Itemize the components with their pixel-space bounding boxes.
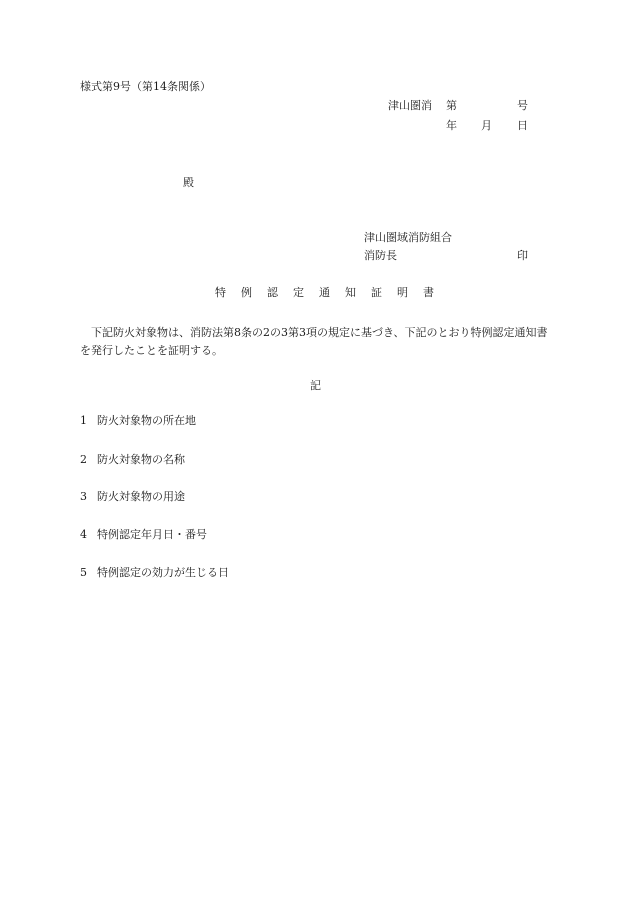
sender-title: 消防長: [364, 249, 397, 262]
date-year: 年: [446, 119, 457, 132]
title-char: 書: [423, 286, 434, 299]
ki-heading: 記: [310, 379, 321, 392]
item-label: 防火対象物の用途: [97, 490, 185, 503]
sender-organization: 津山圏域消防組合: [364, 231, 452, 244]
title-char: 明: [397, 286, 408, 299]
title-char: 認: [267, 286, 278, 299]
title-char: 定: [293, 286, 304, 299]
body-text: 下記防火対象物は、消防法第8条の2の3第3項の規定に基づき、下記のとおり特例認定通知書を発行したことを証明する。: [80, 326, 548, 357]
addressee-suffix: 殿: [183, 176, 194, 189]
title-char: 証: [371, 286, 382, 299]
number-gou: 号: [517, 99, 528, 112]
body-paragraph: [80, 324, 556, 360]
number-dai: 第: [446, 99, 457, 112]
seal-mark: 印: [517, 249, 528, 262]
date-day: 日: [517, 119, 528, 132]
item-number: 3: [80, 490, 87, 503]
item-number: 1: [80, 414, 87, 427]
item-number: 5: [80, 566, 87, 579]
item-number: 2: [80, 453, 87, 466]
list-item: [80, 490, 185, 504]
list-item: [80, 566, 229, 580]
item-label: 防火対象物の所在地: [97, 414, 196, 427]
date-month: 月: [481, 119, 492, 132]
document-title: [215, 286, 449, 300]
item-label: 特例認定の効力が生じる日: [97, 566, 229, 579]
list-item: [80, 453, 185, 467]
title-char: 例: [241, 286, 252, 299]
list-item: [80, 414, 196, 428]
title-char: 特: [215, 286, 226, 299]
item-label: 特例認定年月日・番号: [97, 528, 207, 541]
form-number-label: 様式第9号（第14条関係）: [80, 80, 211, 93]
item-label: 防火対象物の名称: [97, 453, 185, 466]
item-number: 4: [80, 528, 87, 541]
title-char: 知: [345, 286, 356, 299]
list-item: [80, 528, 207, 542]
title-char: 通: [319, 286, 330, 299]
issuer-code: 津山圏消: [388, 99, 432, 112]
